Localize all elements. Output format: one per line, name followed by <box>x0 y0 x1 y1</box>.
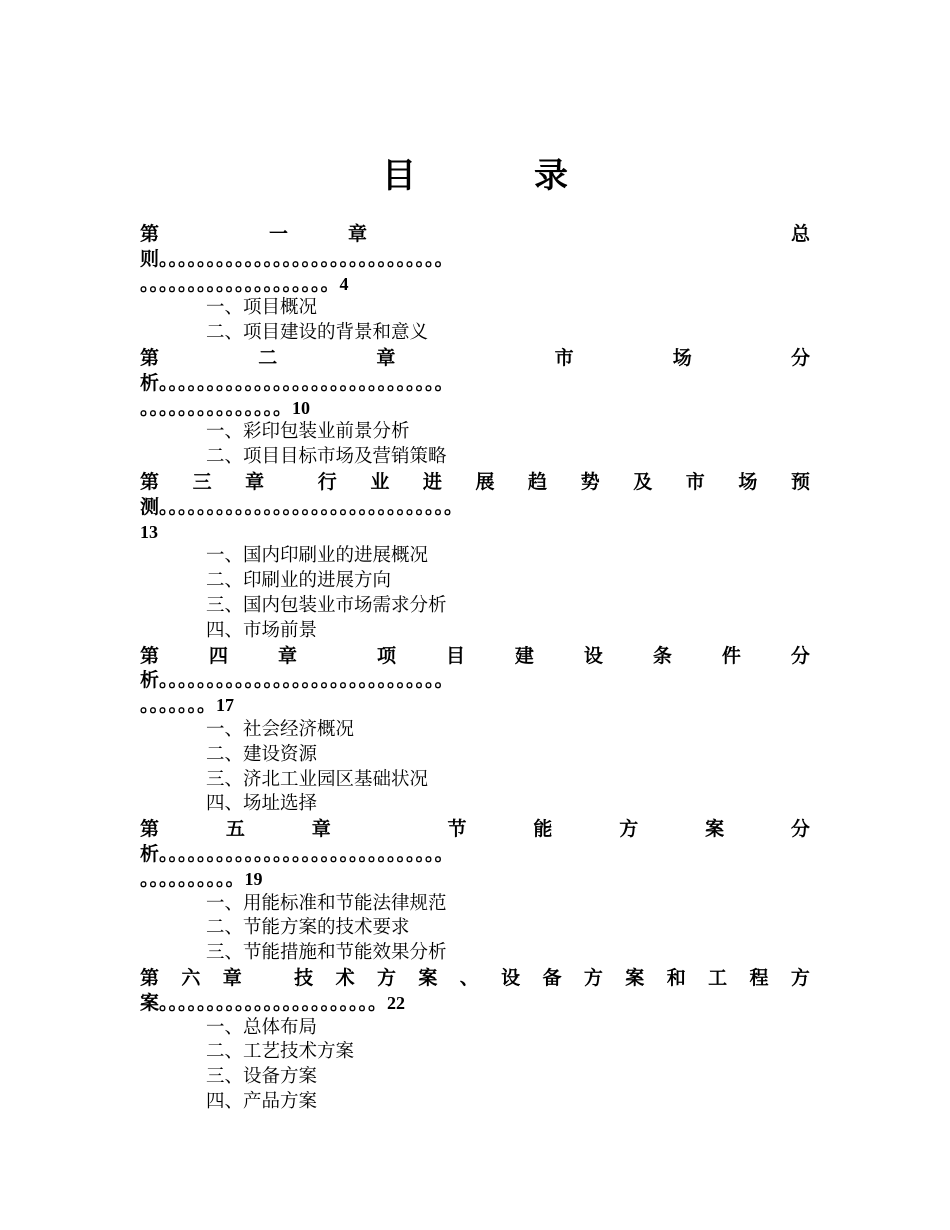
dot-leader-tail: 。。。。。。。17 <box>140 694 235 717</box>
heading-char: 工 <box>708 966 728 989</box>
heading-char: 一 <box>269 223 289 245</box>
heading-char: 分 <box>790 644 810 667</box>
heading-char: 件 <box>721 644 741 667</box>
heading-char: 预 <box>790 470 810 493</box>
heading-char: 六 <box>181 966 201 989</box>
heading-char: 章 <box>348 223 368 245</box>
section-item[interactable]: 一、彩印包装业前景分析 <box>206 421 410 443</box>
heading-char: 第 <box>140 346 160 369</box>
chapter-heading[interactable] <box>140 222 810 247</box>
heading-char: 四 <box>208 644 228 667</box>
heading-char: 方 <box>583 966 603 989</box>
section-item[interactable]: 一、社会经济概况 <box>206 718 355 740</box>
heading-char: 场 <box>672 346 692 369</box>
section-item[interactable]: 一、总体布局 <box>206 1016 318 1038</box>
heading-char: 术 <box>335 966 355 989</box>
heading-char: 案 <box>625 966 645 989</box>
section-item[interactable]: 二、项目目标市场及营销策略 <box>206 446 447 468</box>
section-item[interactable]: 二、建设资源 <box>206 743 318 765</box>
heading-char: 第 <box>140 470 160 493</box>
heading-char: 章 <box>245 470 265 493</box>
dot-leader-tail: 。。。。。。。。。。。。。。。10 <box>140 396 311 419</box>
heading-char: 第 <box>140 966 160 989</box>
section-item[interactable]: 四、场址选择 <box>206 793 318 815</box>
heading-char: 方 <box>376 966 396 989</box>
heading-char: 二 <box>258 346 278 369</box>
heading-char: 五 <box>225 818 245 841</box>
heading-char: 业 <box>370 470 390 493</box>
dot-leader-tail: 案。。。。。。。。。。。。。。。。。。。。。。。22 <box>140 991 406 1014</box>
heading-char: 备 <box>542 966 562 989</box>
page-number: 17 <box>216 695 235 716</box>
page-number: 10 <box>292 397 311 418</box>
heading-char: 项 <box>376 644 396 667</box>
dot-leader-tail <box>140 520 810 545</box>
heading-char: 能 <box>533 818 553 841</box>
section-item[interactable]: 一、国内印刷业的进展概况 <box>206 545 429 567</box>
heading-char: 市 <box>554 346 574 369</box>
dot-leader: 则。。。。。。。。。。。。。。。。。。。。。。。。。。。。。。 <box>140 247 454 270</box>
chapter-heading[interactable] <box>140 966 810 991</box>
dot-leader: 析。。。。。。。。。。。。。。。。。。。。。。。。。。。。。。 <box>140 371 454 394</box>
heading-char: 第 <box>140 644 160 667</box>
page-number: 13 <box>140 521 158 542</box>
heading-char: 进 <box>422 470 442 493</box>
heading-char: 目 <box>445 644 465 667</box>
heading-char: 场 <box>738 470 758 493</box>
dot-leader: 析。。。。。。。。。。。。。。。。。。。。。。。。。。。。。。 <box>140 842 454 865</box>
chapter-heading[interactable] <box>140 470 810 495</box>
table-of-contents <box>140 222 810 1115</box>
section-item[interactable]: 四、产品方案 <box>206 1090 318 1112</box>
dot-leader-tail: 。。。。。。。。。。19 <box>140 867 263 890</box>
page-number: 4 <box>339 273 349 294</box>
heading-char: 方 <box>619 818 639 841</box>
heading-char: 、 <box>459 966 479 989</box>
title-char: 录 <box>534 156 568 196</box>
section-item[interactable]: 二、节能方案的技术要求 <box>206 917 410 939</box>
section-item[interactable]: 三、国内包装业市场需求分析 <box>206 594 447 616</box>
heading-char: 案 <box>418 966 438 989</box>
chapter-heading[interactable] <box>140 817 810 842</box>
heading-char: 分 <box>790 346 810 369</box>
heading-char: 行 <box>317 470 337 493</box>
heading-char: 建 <box>514 644 534 667</box>
page-number: 19 <box>244 868 263 889</box>
dot-leader: 测。。。。。。。。。。。。。。。。。。。。。。。。。。。。。。。 <box>140 495 464 518</box>
heading-char: 市 <box>685 470 705 493</box>
section-item[interactable]: 二、项目建设的背景和意义 <box>206 322 429 344</box>
section-item[interactable]: 一、用能标准和节能法律规范 <box>206 892 447 914</box>
chapter-heading[interactable] <box>140 644 810 669</box>
heading-char: 第 <box>140 818 160 841</box>
heading-char: 章 <box>376 346 396 369</box>
heading-char: 和 <box>666 966 686 989</box>
heading-char: 三 <box>192 470 212 493</box>
section-item[interactable]: 三、节能措施和节能效果分析 <box>206 942 447 964</box>
dot-leader: 析。。。。。。。。。。。。。。。。。。。。。。。。。。。。。。 <box>140 669 454 692</box>
heading-char: 节 <box>447 818 467 841</box>
heading-char: 展 <box>475 470 495 493</box>
heading-char: 设 <box>501 966 521 989</box>
section-item[interactable]: 四、市场前景 <box>206 619 318 641</box>
heading-char: 技 <box>294 966 314 989</box>
heading-char: 程 <box>749 966 769 989</box>
section-item[interactable]: 二、工艺技术方案 <box>206 1041 355 1063</box>
heading-char: 设 <box>583 644 603 667</box>
heading-char: 第 <box>140 223 160 245</box>
section-item[interactable]: 三、济北工业园区基础状况 <box>206 768 429 790</box>
page-number: 22 <box>387 992 406 1013</box>
heading-char: 总 <box>790 223 810 245</box>
section-item[interactable]: 三、设备方案 <box>206 1066 318 1088</box>
section-item[interactable]: 一、项目概况 <box>206 297 318 319</box>
heading-char: 章 <box>222 966 242 989</box>
section-item[interactable]: 二、印刷业的进展方向 <box>206 570 392 592</box>
heading-char: 条 <box>652 644 672 667</box>
heading-char: 方 <box>790 966 810 989</box>
heading-char: 章 <box>311 818 331 841</box>
heading-char: 趋 <box>528 470 548 493</box>
heading-char: 案 <box>705 818 725 841</box>
dot-leader-tail: 。。。。。。。。。。。。。。。。。。。。4 <box>140 272 349 295</box>
page-title <box>0 152 950 200</box>
chapter-heading[interactable] <box>140 346 810 371</box>
title-char: 目 <box>382 156 416 196</box>
heading-char: 及 <box>633 470 653 493</box>
heading-char: 分 <box>790 818 810 841</box>
heading-char: 势 <box>580 470 600 493</box>
heading-char: 章 <box>277 644 297 667</box>
